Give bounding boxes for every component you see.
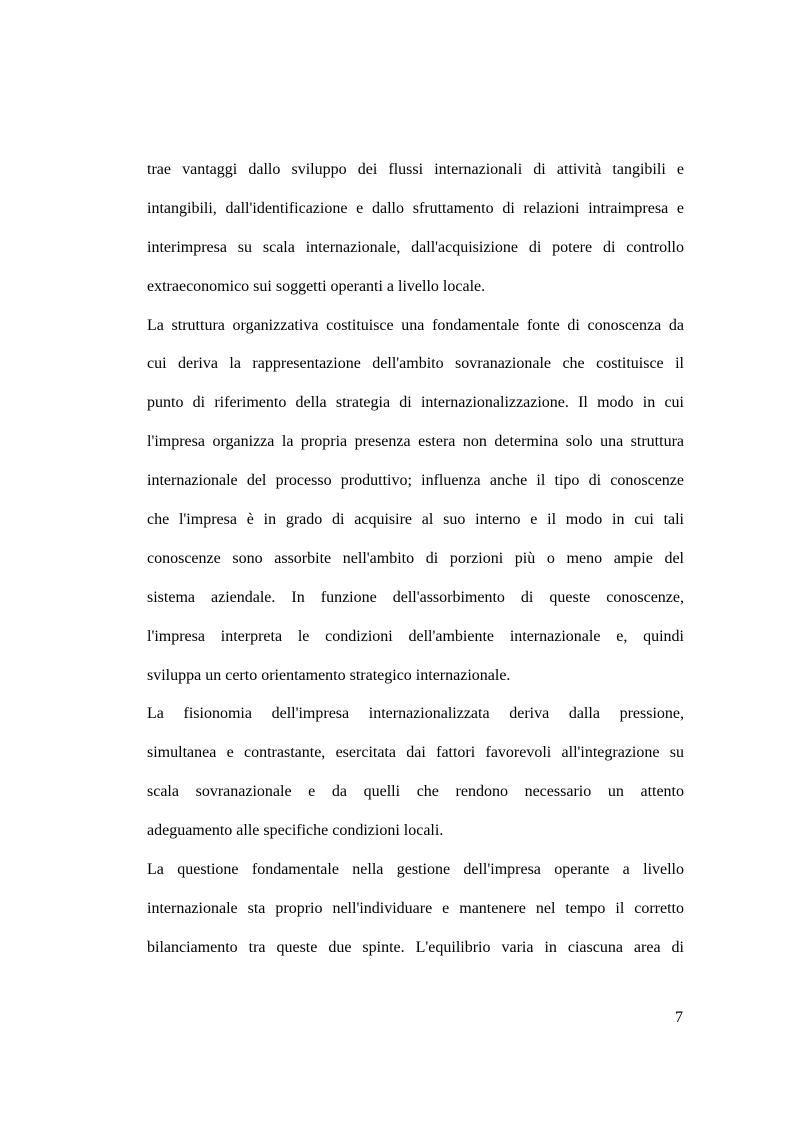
- text-line: internazionale del processo produttivo; influenza anche il tipo di conoscenze: [147, 472, 684, 490]
- text-line: internazionale sta proprio nell'individuare e mantenere nel tempo il corretto: [147, 899, 684, 917]
- text-line: conoscenze sono assorbite nell'ambito di porzioni più o meno ampie del: [147, 549, 684, 567]
- paragraph-4: [147, 851, 684, 968]
- text-line: extraeconomico sui soggetti operanti a livello locale.: [147, 277, 486, 295]
- paragraph-2: [147, 307, 684, 696]
- text-line: intangibili, dall'identificazione e dallo sfruttamento di relazioni intraimpresa e: [147, 199, 684, 217]
- text-line: l'impresa interpreta le condizioni dell'ambiente internazionale e, quindi: [147, 627, 684, 645]
- text-line: trae vantaggi dallo sviluppo dei flussi internazionali di attività tangibili e: [147, 161, 684, 178]
- text-line: adeguamento alle specifiche condizioni locali.: [147, 822, 444, 840]
- text-line: La questione fondamentale nella gestione dell'impresa operante a livello: [147, 861, 684, 879]
- document-body: [147, 151, 684, 968]
- text-line: l'impresa organizza la propria presenza estera non determina solo una struttura: [147, 433, 684, 451]
- text-line: simultanea e contrastante, esercitata dai fattori favorevoli all'integrazione su: [147, 744, 684, 762]
- text-line: interimpresa su scala internazionale, dall'acquisizione di potere di controllo: [147, 238, 684, 256]
- page-number: 7: [675, 1009, 683, 1026]
- text-line: sistema aziendale. In funzione dell'assorbimento di queste conoscenze,: [147, 588, 684, 606]
- text-line: cui deriva la rappresentazione dell'ambito sovranazionale che costituisce il: [147, 355, 684, 373]
- paragraph-1: [147, 151, 684, 307]
- text-line: La struttura organizzativa costituisce una fondamentale fonte di conoscenza da: [147, 316, 684, 334]
- text-line: punto di riferimento della strategia di internazionalizzazione. Il modo in cui: [147, 394, 684, 412]
- text-line: sviluppa un certo orientamento strategico internazionale.: [147, 666, 511, 684]
- paragraph-3: [147, 695, 684, 851]
- text-line: La fisionomia dell'impresa internazionalizzata deriva dalla pressione,: [147, 705, 684, 723]
- text-line: bilanciamento tra queste due spinte. L'equilibrio varia in ciascuna area di: [147, 938, 684, 956]
- text-line: che l'impresa è in grado di acquisire al suo interno e il modo in cui tali: [147, 511, 684, 529]
- text-line: scala sovranazionale e da quelli che rendono necessario un attento: [147, 783, 684, 801]
